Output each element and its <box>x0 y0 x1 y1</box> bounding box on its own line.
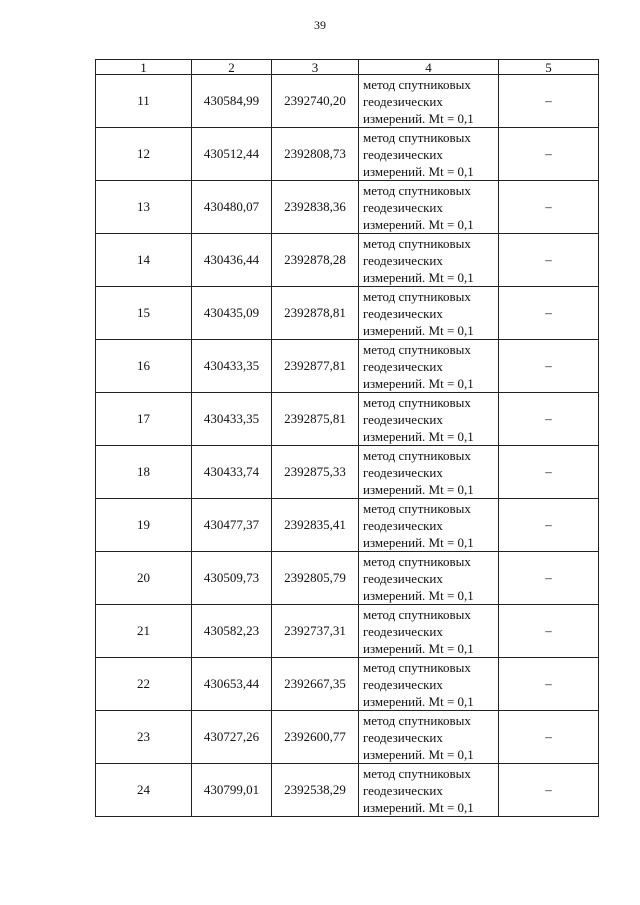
note-cell: – <box>499 340 599 393</box>
y-coordinate-cell: 2392878,81 <box>272 287 359 340</box>
table-row <box>96 605 599 658</box>
method-cell <box>359 340 499 393</box>
method-line: измерений. Mt = 0,1 <box>363 322 474 338</box>
table-row <box>96 499 599 552</box>
x-coordinate-cell: 430584,99 <box>192 75 272 128</box>
y-coordinate-cell: 2392667,35 <box>272 658 359 711</box>
method-line: метод спутниковых <box>363 341 471 357</box>
method-line: измерений. Mt = 0,1 <box>363 693 474 709</box>
point-number-cell: 18 <box>96 446 192 499</box>
note-cell: – <box>499 605 599 658</box>
note-cell: – <box>499 181 599 234</box>
note-cell: – <box>499 75 599 128</box>
method-line: метод спутниковых <box>363 553 471 569</box>
column-header: 5 <box>499 60 599 75</box>
table-row <box>96 128 599 181</box>
method-line: измерений. Mt = 0,1 <box>363 534 474 550</box>
table-row <box>96 234 599 287</box>
table-row <box>96 764 599 817</box>
point-number-cell: 20 <box>96 552 192 605</box>
method-line: измерений. Mt = 0,1 <box>363 269 474 285</box>
method-line: метод спутниковых <box>363 182 471 198</box>
method-line: геодезических <box>363 146 443 162</box>
table-row <box>96 340 599 393</box>
table-row <box>96 287 599 340</box>
method-line: метод спутниковых <box>363 447 471 463</box>
y-coordinate-cell: 2392805,79 <box>272 552 359 605</box>
note-cell: – <box>499 234 599 287</box>
method-line: геодезических <box>363 464 443 480</box>
method-line: геодезических <box>363 305 443 321</box>
method-line: геодезических <box>363 676 443 692</box>
method-line: геодезических <box>363 729 443 745</box>
point-number-cell: 12 <box>96 128 192 181</box>
x-coordinate-cell: 430480,07 <box>192 181 272 234</box>
method-cell <box>359 499 499 552</box>
method-line: измерений. Mt = 0,1 <box>363 587 474 603</box>
method-cell <box>359 287 499 340</box>
method-cell <box>359 711 499 764</box>
method-line: метод спутниковых <box>363 129 471 145</box>
page-number: 39 <box>314 18 326 32</box>
note-cell: – <box>499 711 599 764</box>
table-row <box>96 181 599 234</box>
method-cell <box>359 552 499 605</box>
y-coordinate-cell: 2392835,41 <box>272 499 359 552</box>
y-coordinate-cell: 2392878,28 <box>272 234 359 287</box>
column-header: 2 <box>192 60 272 75</box>
method-cell <box>359 658 499 711</box>
method-line: измерений. Mt = 0,1 <box>363 216 474 232</box>
method-line: геодезических <box>363 411 443 427</box>
table-body <box>96 75 599 817</box>
method-line: метод спутниковых <box>363 606 471 622</box>
method-line: измерений. Mt = 0,1 <box>363 746 474 762</box>
point-number-cell: 21 <box>96 605 192 658</box>
x-coordinate-cell: 430512,44 <box>192 128 272 181</box>
method-line: метод спутниковых <box>363 500 471 516</box>
note-cell: – <box>499 764 599 817</box>
method-cell <box>359 75 499 128</box>
method-line: геодезических <box>363 252 443 268</box>
x-coordinate-cell: 430477,37 <box>192 499 272 552</box>
table-header-row <box>96 60 599 75</box>
y-coordinate-cell: 2392875,33 <box>272 446 359 499</box>
method-cell <box>359 128 499 181</box>
note-cell: – <box>499 287 599 340</box>
x-coordinate-cell: 430435,09 <box>192 287 272 340</box>
note-cell: – <box>499 128 599 181</box>
table-row <box>96 446 599 499</box>
y-coordinate-cell: 2392740,20 <box>272 75 359 128</box>
table-row <box>96 393 599 446</box>
column-header: 4 <box>359 60 499 75</box>
point-number-cell: 16 <box>96 340 192 393</box>
method-cell <box>359 393 499 446</box>
point-number-cell: 24 <box>96 764 192 817</box>
note-cell: – <box>499 446 599 499</box>
x-coordinate-cell: 430653,44 <box>192 658 272 711</box>
method-cell <box>359 764 499 817</box>
method-line: метод спутниковых <box>363 235 471 251</box>
x-coordinate-cell: 430509,73 <box>192 552 272 605</box>
y-coordinate-cell: 2392838,36 <box>272 181 359 234</box>
point-number-cell: 14 <box>96 234 192 287</box>
x-coordinate-cell: 430582,23 <box>192 605 272 658</box>
method-line: метод спутниковых <box>363 659 471 675</box>
method-line: измерений. Mt = 0,1 <box>363 428 474 444</box>
note-cell: – <box>499 552 599 605</box>
method-line: метод спутниковых <box>363 394 471 410</box>
x-coordinate-cell: 430433,35 <box>192 393 272 446</box>
x-coordinate-cell: 430799,01 <box>192 764 272 817</box>
point-number-cell: 15 <box>96 287 192 340</box>
coordinates-table <box>95 59 599 817</box>
method-cell <box>359 181 499 234</box>
point-number-cell: 23 <box>96 711 192 764</box>
method-cell <box>359 446 499 499</box>
method-line: метод спутниковых <box>363 765 471 781</box>
method-line: измерений. Mt = 0,1 <box>363 799 474 815</box>
x-coordinate-cell: 430727,26 <box>192 711 272 764</box>
column-header: 3 <box>272 60 359 75</box>
point-number-cell: 11 <box>96 75 192 128</box>
table-row <box>96 711 599 764</box>
y-coordinate-cell: 2392875,81 <box>272 393 359 446</box>
point-number-cell: 13 <box>96 181 192 234</box>
point-number-cell: 19 <box>96 499 192 552</box>
table-row <box>96 552 599 605</box>
note-cell: – <box>499 658 599 711</box>
y-coordinate-cell: 2392877,81 <box>272 340 359 393</box>
method-line: геодезических <box>363 782 443 798</box>
method-line: геодезических <box>363 93 443 109</box>
method-line: метод спутниковых <box>363 288 471 304</box>
method-line: геодезических <box>363 358 443 374</box>
point-number-cell: 22 <box>96 658 192 711</box>
table-row <box>96 75 599 128</box>
y-coordinate-cell: 2392538,29 <box>272 764 359 817</box>
method-cell <box>359 605 499 658</box>
x-coordinate-cell: 430433,35 <box>192 340 272 393</box>
note-cell: – <box>499 499 599 552</box>
method-line: метод спутниковых <box>363 76 471 92</box>
method-line: измерений. Mt = 0,1 <box>363 110 474 126</box>
x-coordinate-cell: 430433,74 <box>192 446 272 499</box>
method-line: геодезических <box>363 517 443 533</box>
method-line: геодезических <box>363 199 443 215</box>
method-line: измерений. Mt = 0,1 <box>363 640 474 656</box>
y-coordinate-cell: 2392808,73 <box>272 128 359 181</box>
method-line: измерений. Mt = 0,1 <box>363 163 474 179</box>
note-cell: – <box>499 393 599 446</box>
table-row <box>96 658 599 711</box>
method-cell <box>359 234 499 287</box>
x-coordinate-cell: 430436,44 <box>192 234 272 287</box>
y-coordinate-cell: 2392600,77 <box>272 711 359 764</box>
method-line: геодезических <box>363 623 443 639</box>
method-line: метод спутниковых <box>363 712 471 728</box>
method-line: измерений. Mt = 0,1 <box>363 481 474 497</box>
point-number-cell: 17 <box>96 393 192 446</box>
method-line: измерений. Mt = 0,1 <box>363 375 474 391</box>
y-coordinate-cell: 2392737,31 <box>272 605 359 658</box>
column-header: 1 <box>96 60 192 75</box>
method-line: геодезических <box>363 570 443 586</box>
